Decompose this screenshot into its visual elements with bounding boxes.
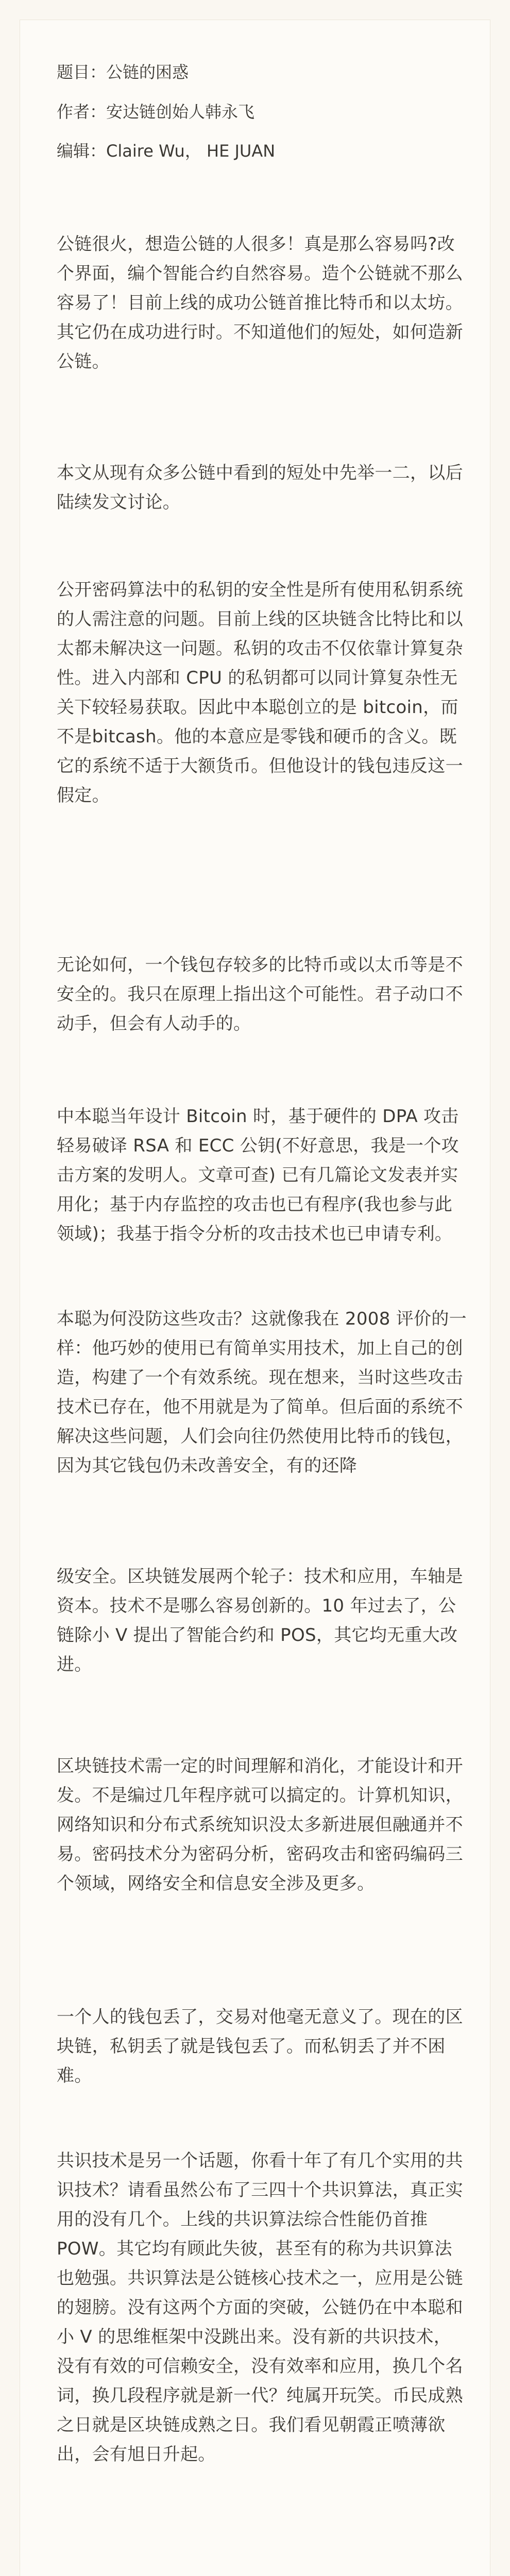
paragraph: 共识技术是另一个话题，你看十年了有几个实用的共识技术？请看虽然公布了三四十个共识算法，真正实用的没有几个。上线的共识算法综合性能仍首推 POW。其它均有顾此失彼，甚至有的称为共识算法也勉强。共识算法是公链核心技术之一，应用是公链的翅膀。没有这两个方面的突破，公链仍在中本聪和小 V 的思维框架中没跳出来。没有新的共识技术，没有有效的可信赖安全，没有效率和应用，换几个名词，换几段程序就是新一代？纯属开玩笑。币民成熟之日就是区块链成熟之日。我们看见朝霞正喷薄欲出，会有旭日升起。 xyxy=(57,2150,463,2465)
paragraph: 公开密码算法中的私钥的安全性是所有使用私钥系统的人需注意的问题。目前上线的区块链含比特比和以太都未解决这一问题。私钥的攻击不仅依靠计算复杂性。进入内部和 CPU 的私钥都可以同计算复杂性无关下较轻易获取。因此中本聪创立的是 bitcoin，而不是bitcash。他的本意应是零钱和硬币的含义。既它的系统不适于大额货币。但他设计的钱包违反这一假定。 xyxy=(57,580,463,806)
author-line: 作者：安达链创始人韩永飞 xyxy=(57,102,255,122)
paragraph: 中本聪当年设计 Bitcoin 时，基于硬件的 DPA 攻击轻易破译 RSA 和 ECC 公钥(不好意思，我是一个攻击方案的发明人。文章可查) 已有几篇论文发表并实用化；基于内存监控的攻击也已有程序(我也参与此领域)；我基于指令分析的攻击技术也已申请专利。 xyxy=(57,1106,459,1244)
paragraph: 本聪为何没防这些攻击？这就像我在 2008 评价的一样：他巧妙的使用已有简单实用技术，加上自己的创造，构建了一个有效系统。现在想来，当时这些攻击技术已存在，他不用就是为了简单。但后面的系统不解决这些问题，人们会向往仍然使用比特币的钱包，因为其它钱包仍未改善安全，有的还降 xyxy=(57,1309,467,1476)
paragraph: 本文从现有众多公链中看到的短处中先举一二，以后陆续发文讨论。 xyxy=(57,463,463,513)
paragraph: 公链很火，想造公链的人很多！真是那么容易吗?改个界面，编个智能合约自然容易。造个公链就不那么容易了！目前上线的成功公链首推比特币和以太坊。其它仍在成功进行时。不知道他们的短处，如何造新公链。 xyxy=(57,234,463,372)
paragraph: 无论如何，一个钱包存较多的比特币或以太币等是不安全的。我只在原理上指出这个可能性。君子动口不动手，但会有人动手的。 xyxy=(57,955,463,1034)
title-line: 题目：公链的困惑 xyxy=(57,62,189,82)
paragraph: 一个人的钱包丢了，交易对他毫无意义了。现在的区块链，私钥丢了就是钱包丢了。而私钥丢了并不困难。 xyxy=(57,2007,463,2086)
paragraph: 级安全。区块链发展两个轮子：技术和应用，车轴是资本。技术不是哪么容易创新的。10 年过去了，公链除小 V 提出了智能合约和 POS，其它均无重大改进。 xyxy=(57,1566,463,1675)
editor-line: 编辑：Claire Wu， HE JUAN xyxy=(57,141,276,161)
paragraph: 区块链技术需一定的时间理解和消化，才能设计和开发。不是编过几年程序就可以搞定的。计算机知识，网络知识和分布式系统知识没太多新进展但融通并不易。密码技术分为密码分析，密码攻击和密码编码三个领域，网络安全和信息安全涉及更多。 xyxy=(57,1756,463,1894)
